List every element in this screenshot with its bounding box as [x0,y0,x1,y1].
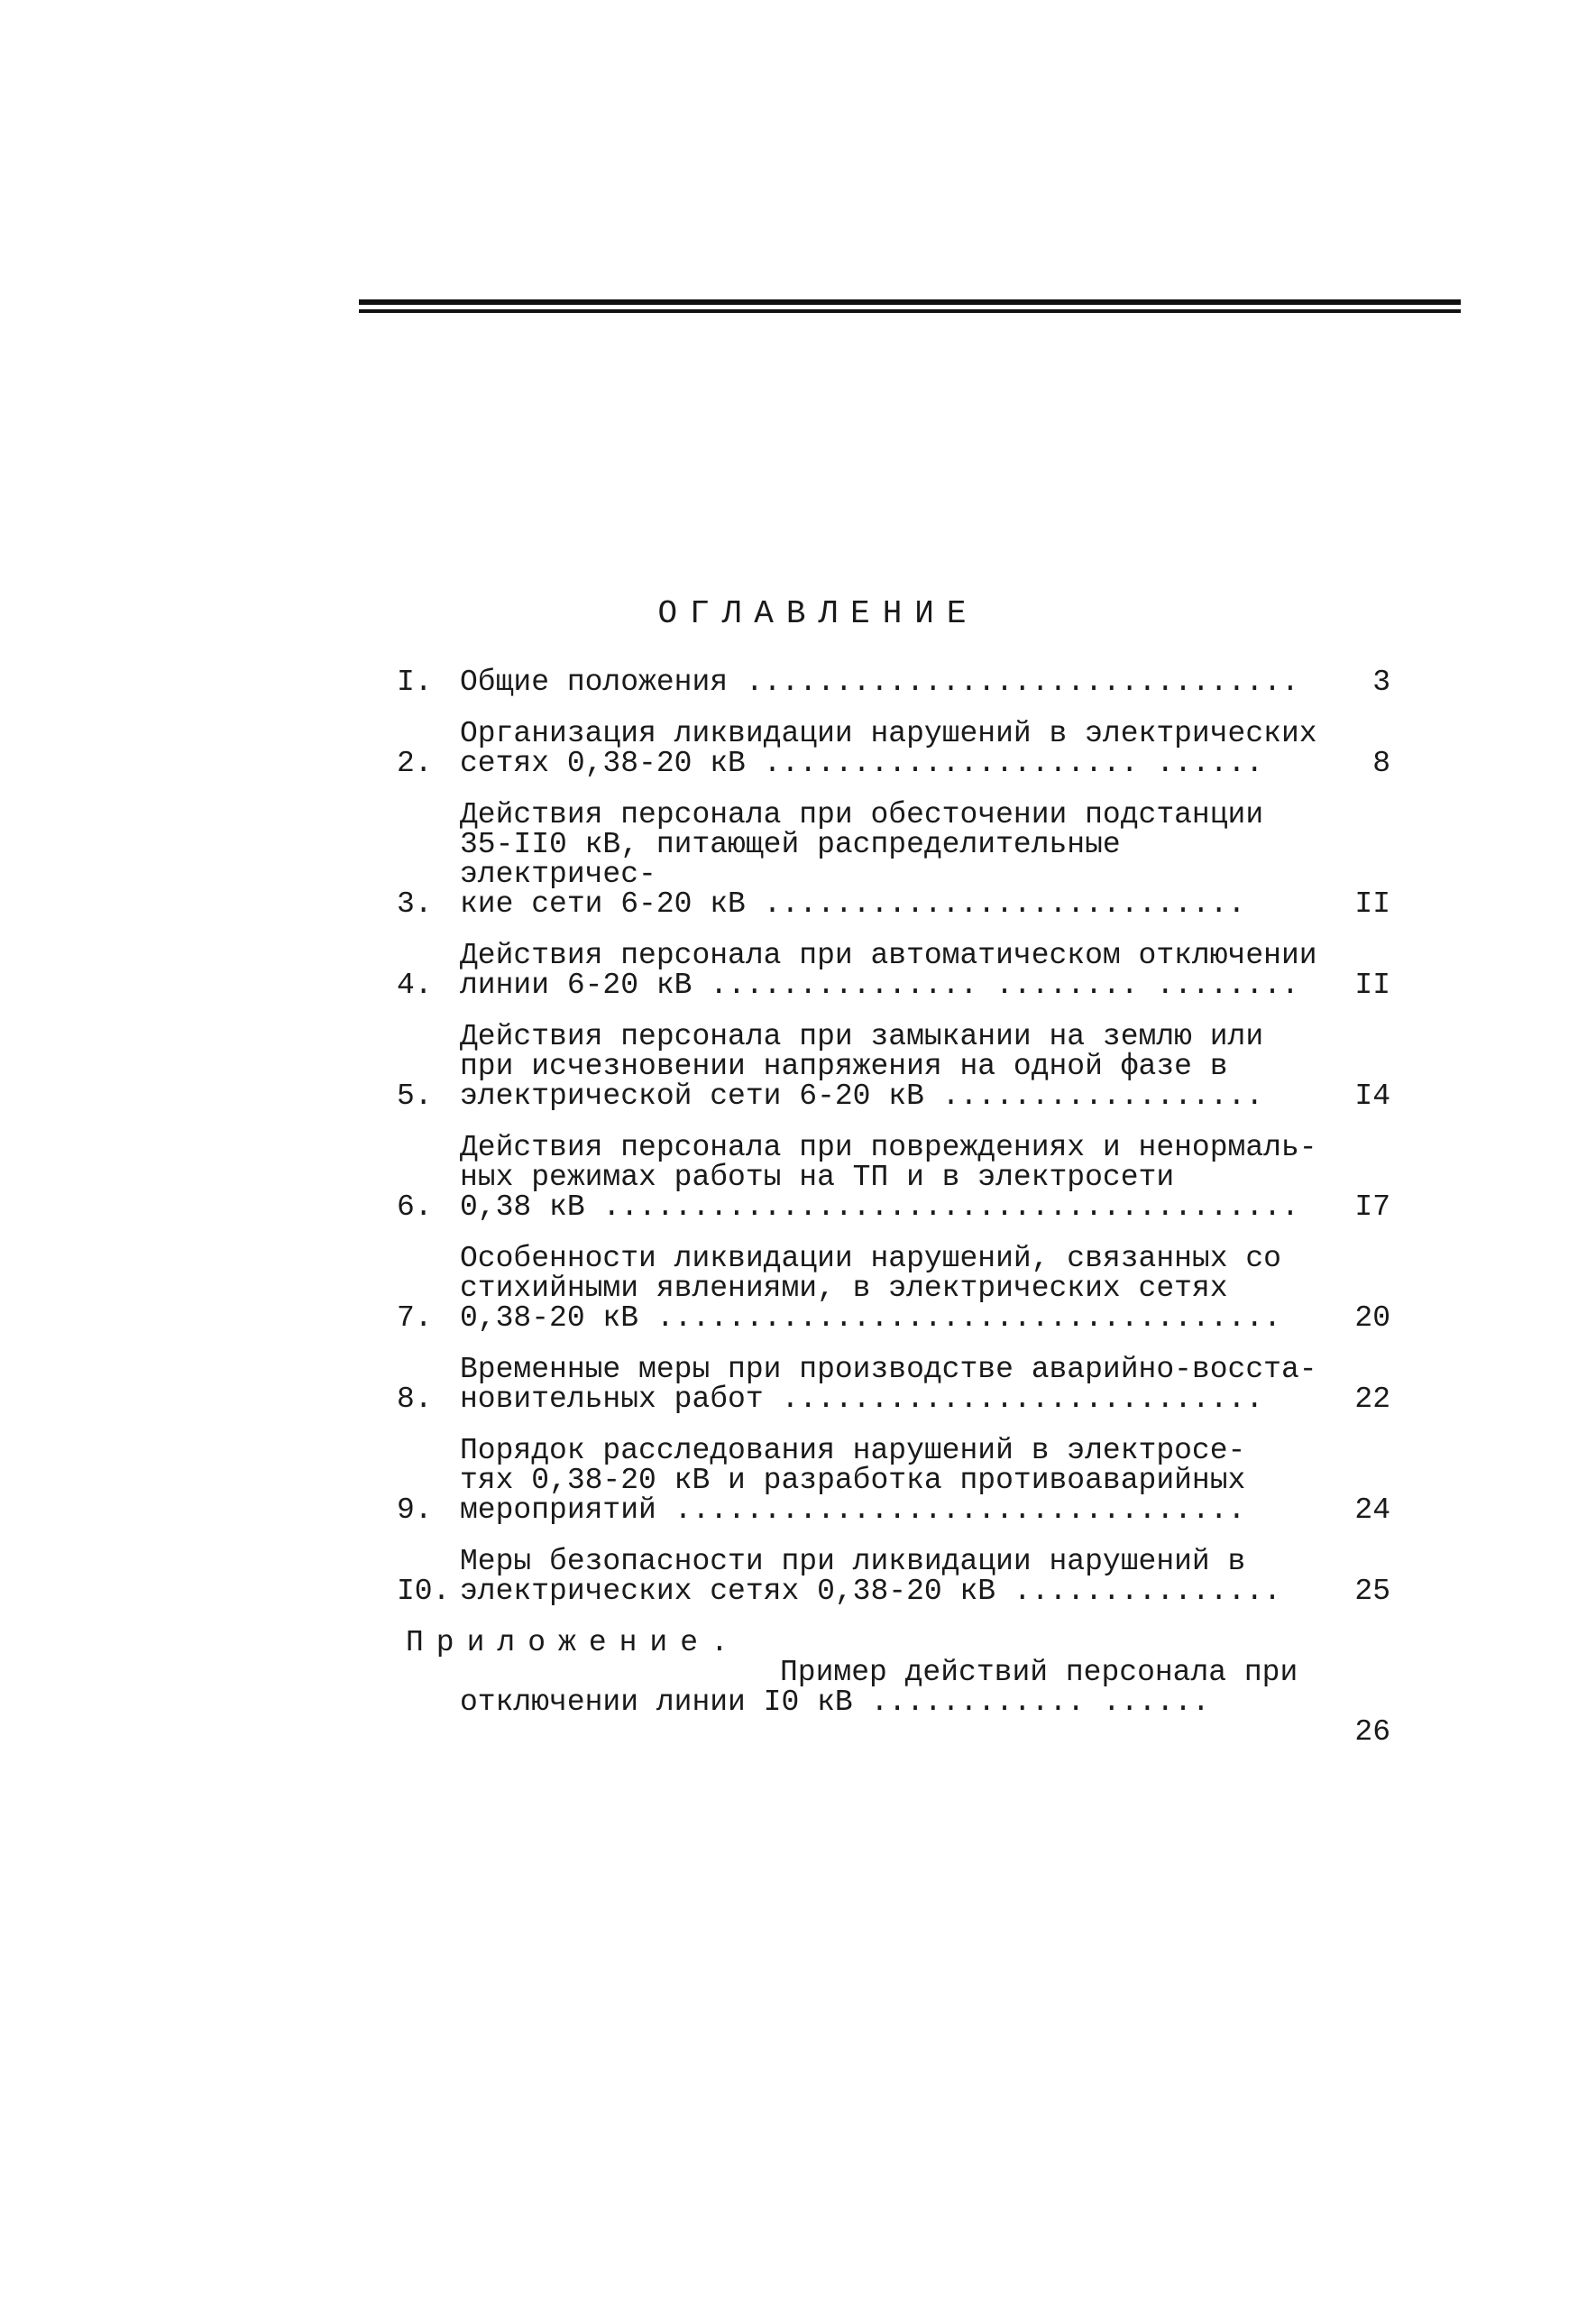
entry-number: 6. [397,1190,433,1224]
table-of-contents [397,667,1398,1768]
toc-entry-4[interactable] [397,941,1398,1000]
entry-number: 3. [397,887,433,921]
toc-entry-2[interactable] [397,719,1398,778]
entry-number: 2. [397,747,433,780]
entry-title: Действия персонала при замыкании на землю или при исчезновении напряжения на одной фазе в электрической сети 6-20 кВ .................. [460,1020,1264,1113]
entry-page: II [1354,887,1390,921]
entry-number: I. [397,666,433,699]
entry-number: 4. [397,969,433,1002]
entry-page: II [1354,969,1390,1002]
entry-page: 26 [1354,1715,1390,1749]
entry-number: I0. [397,1575,451,1608]
entry-number: 7. [397,1301,433,1335]
entry-title: Общие положения ............................... [460,666,1299,699]
top-rule-thin [359,309,1461,313]
entry-page: 22 [1354,1383,1390,1416]
entry-title: Особенности ликвидации нарушений, связанных со стихийными явлениями, в электрических сетях 0,38-20 кВ ................................... [460,1242,1281,1335]
entry-page: 8 [1372,747,1390,780]
appendix-label: Приложение. [406,1626,741,1659]
entry-number: 8. [397,1383,433,1416]
entry-title: Порядок расследования нарушений в электросе- тях 0,38-20 кВ и разработка противоаварийных мероприятий ................................ [460,1434,1246,1527]
toc-entry-3[interactable] [397,800,1398,919]
entry-title: Меры безопасности при ликвидации нарушений в электрических сетях 0,38-20 кВ ............... [460,1545,1281,1608]
entry-number: 5. [397,1079,433,1113]
toc-entry-1[interactable] [397,667,1398,697]
entry-number: 9. [397,1493,433,1527]
entry-title: Действия персонала при повреждениях и ненормаль- ных режимах работы на ТП и в электросети 0,38 кВ ....................................... [460,1131,1317,1224]
entry-page: 25 [1354,1575,1390,1608]
toc-entry-appendix[interactable] [397,1628,1398,1747]
appendix-title-line1: Пример действий персонала при [780,1656,1298,1689]
toc-entry-5[interactable] [397,1022,1398,1111]
toc-entry-8[interactable] [397,1355,1398,1414]
toc-entry-10[interactable] [397,1547,1398,1606]
entry-title: Временные меры при производстве аварийно-восста- новительных работ ........................... [460,1353,1317,1416]
toc-title: ОГЛАВЛЕНИЕ [657,595,979,632]
entry-title: Действия персонала при обесточении подстанции 35-II0 кВ, питающей распределительные электричес- кие сети 6-20 кВ ........................... [460,798,1264,921]
toc-entry-6[interactable] [397,1133,1398,1222]
entry-page: 3 [1372,666,1390,699]
entry-page: I4 [1354,1079,1390,1113]
entry-page: 20 [1354,1301,1390,1335]
entry-page: 24 [1354,1493,1390,1527]
toc-entry-9[interactable] [397,1436,1398,1525]
appendix-title-line2: отключении линии I0 кВ ............ ...... [460,1686,1210,1719]
entry-title: Организация ликвидации нарушений в электрических сетях 0,38-20 кВ ..................... ...... [460,717,1317,780]
entry-page: I7 [1354,1190,1390,1224]
toc-entry-7[interactable] [397,1244,1398,1333]
entry-title: Действия персонала при автоматическом отключении линии 6-20 кВ ............... ........ ........ [460,939,1317,1002]
top-rule [359,299,1461,305]
